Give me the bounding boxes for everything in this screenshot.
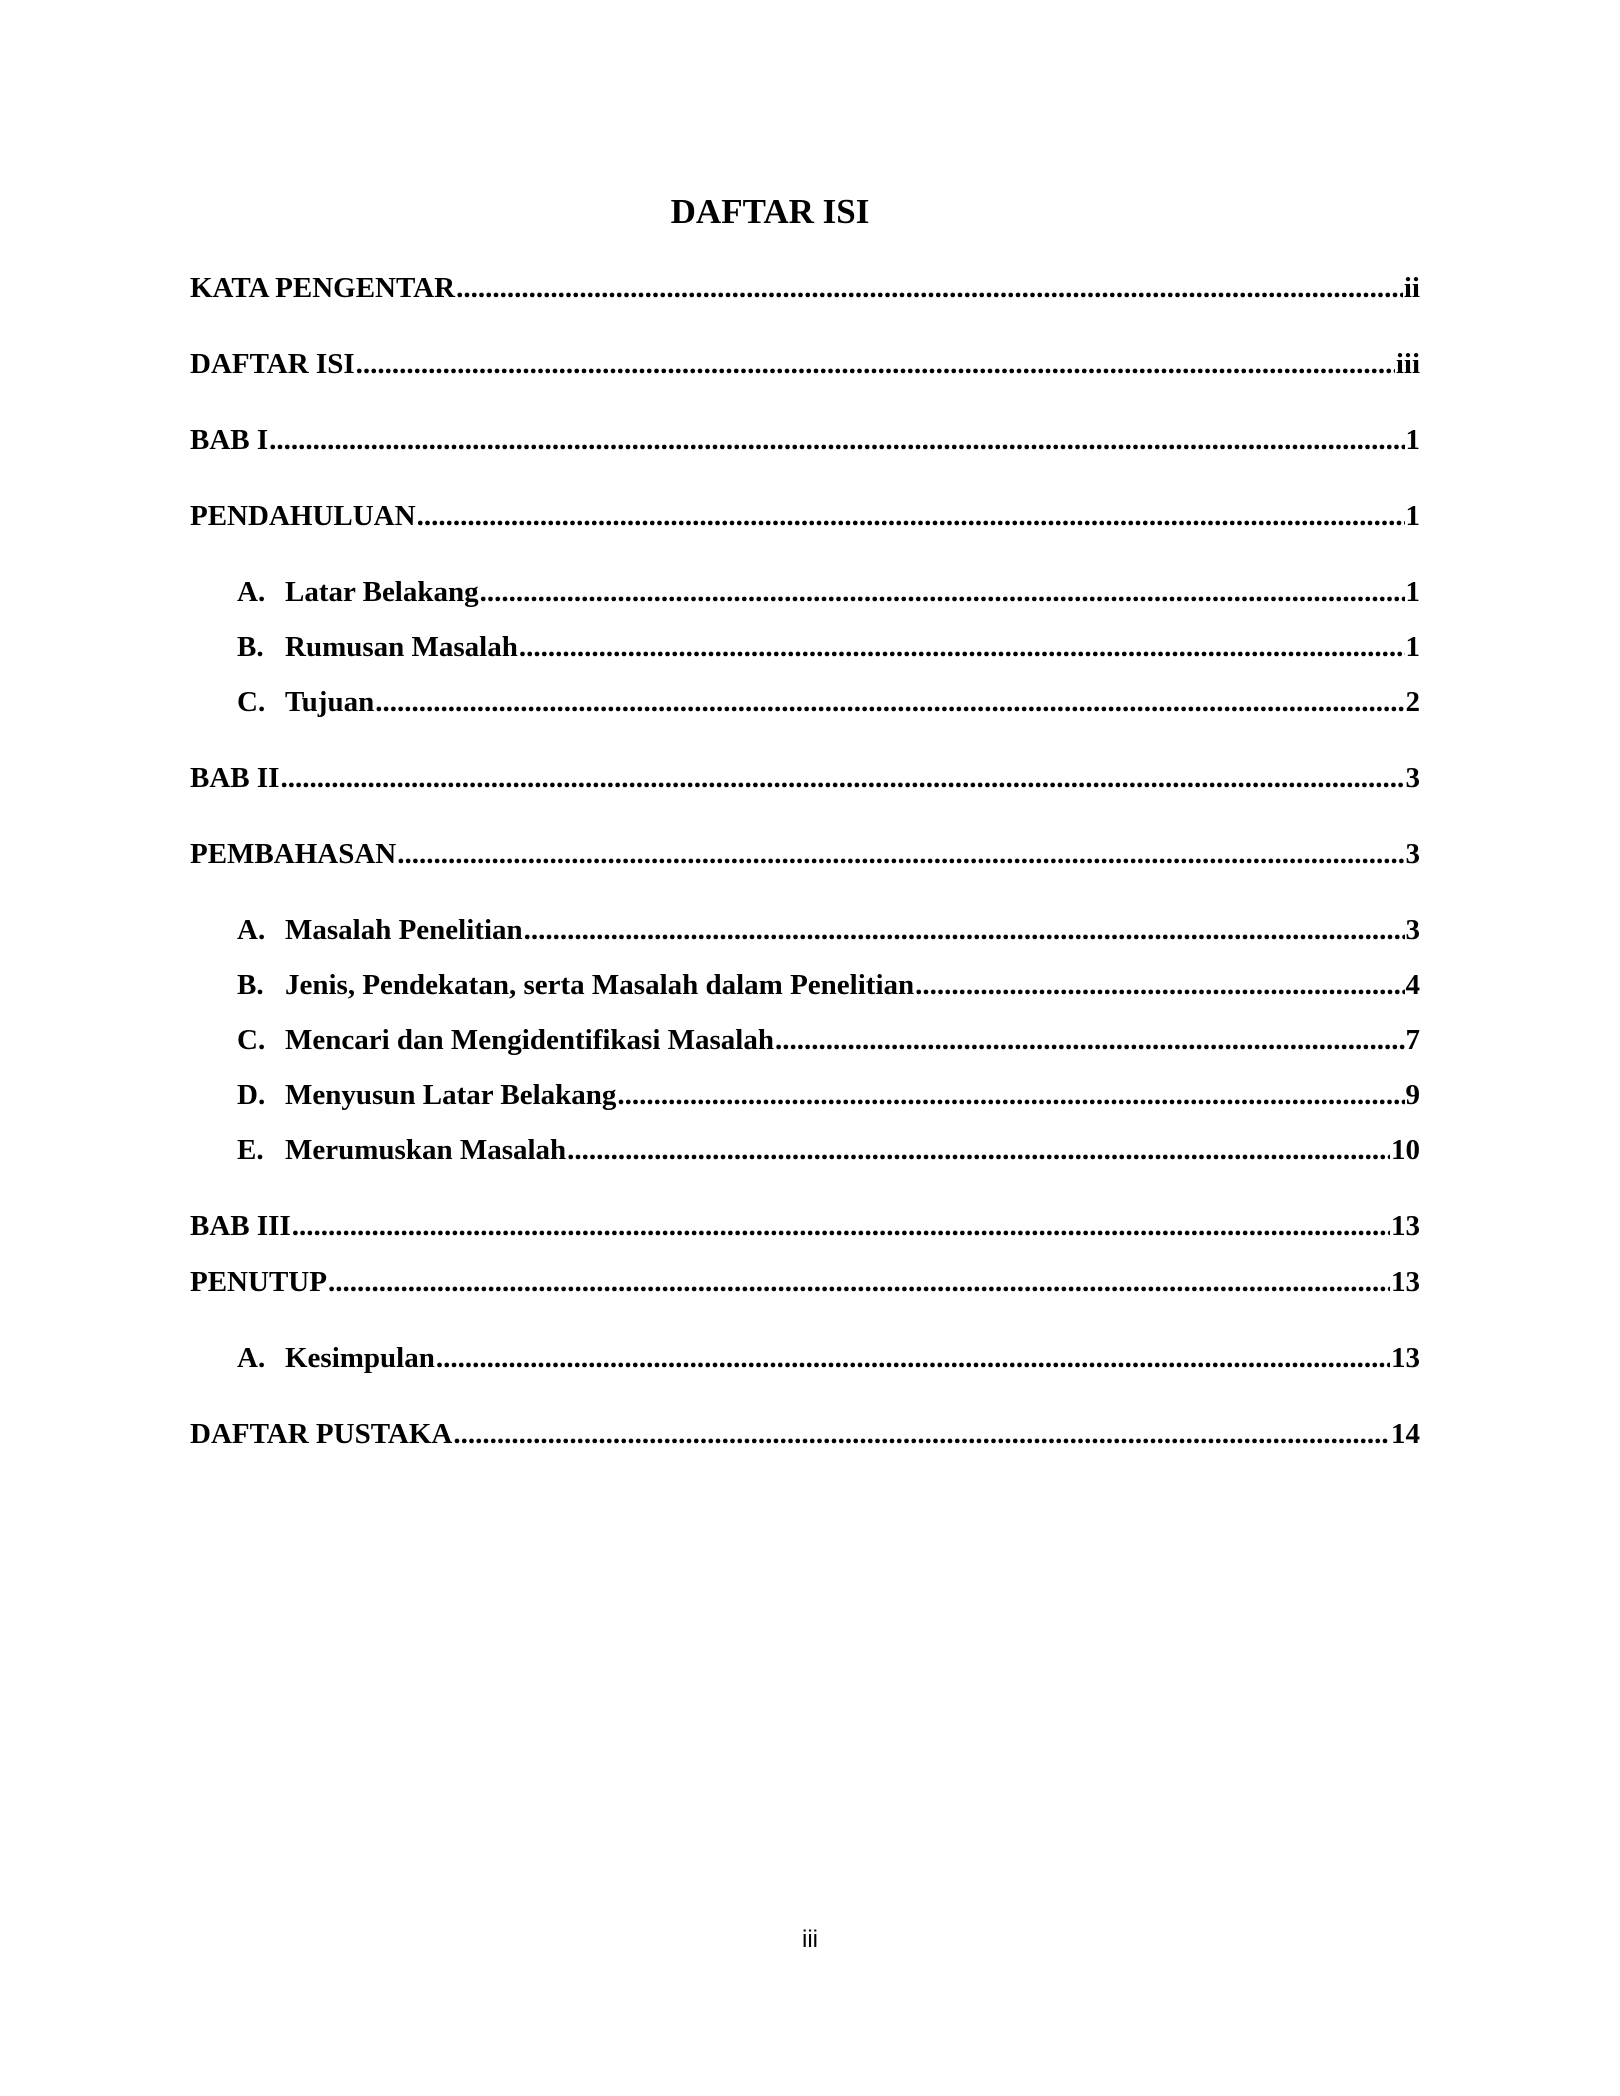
toc-leader-dots: [269, 422, 1404, 458]
toc-entry-pembahasan: [190, 836, 1420, 872]
toc-entry-label: PENDAHULUAN: [190, 500, 416, 532]
toc-subentry-masalah-penelitian: [190, 912, 1420, 948]
toc-entry-letter: E.: [237, 1134, 264, 1166]
toc-entry-label: Menyusun Latar Belakang: [285, 1079, 617, 1111]
toc-entry-label: Rumusan Masalah: [285, 631, 518, 663]
toc-leader-dots: [453, 1416, 1390, 1452]
toc-entry-label: Jenis, Pendekatan, serta Masalah dalam Penelitian: [285, 969, 915, 1001]
toc-entry-pendahuluan: [190, 498, 1420, 534]
toc-leader-dots: [519, 629, 1405, 665]
toc-entry-label: Masalah Penelitian: [285, 914, 523, 946]
toc-subentry-rumusan-masalah: [190, 629, 1420, 665]
toc-entry-label: PENUTUP: [190, 1266, 327, 1298]
toc-entry-label: Merumuskan Masalah: [285, 1134, 567, 1166]
toc-entry-page: 1: [1405, 631, 1420, 663]
toc-entry-page: 4: [1405, 969, 1420, 1001]
toc-leader-dots: [417, 498, 1405, 534]
toc-subentry-merumuskan-masalah: [190, 1132, 1420, 1168]
toc-entry-letter: B.: [237, 969, 264, 1001]
toc-entry-page: 13: [1391, 1210, 1420, 1242]
toc-entry-daftar-isi: [190, 346, 1420, 382]
toc-leader-dots: [567, 1132, 1390, 1168]
toc-leader-dots: [480, 574, 1405, 610]
toc-subentry-tujuan: [190, 684, 1420, 720]
toc-entry-label: PEMBAHASAN: [190, 838, 397, 870]
toc-entry-page: 3: [1405, 838, 1420, 870]
toc-leader-dots: [436, 1340, 1390, 1376]
toc-leader-dots: [356, 346, 1395, 382]
toc-entry-label: KATA PENGENTAR: [190, 272, 456, 304]
toc-entry-bab-2: [190, 760, 1420, 796]
toc-entry-page: 3: [1405, 914, 1420, 946]
toc-subentry-mencari-masalah: [190, 1022, 1420, 1058]
toc-entry-kata-pengantar: [190, 270, 1420, 306]
toc-entry-page: 1: [1405, 576, 1420, 608]
toc-leader-dots: [397, 836, 1404, 872]
toc-entry-label: Kesimpulan: [285, 1342, 435, 1374]
toc-entry-label: BAB II: [190, 762, 280, 794]
toc-leader-dots: [328, 1264, 1390, 1300]
toc-entry-page: 1: [1405, 424, 1420, 456]
toc-entry-bab-3: [190, 1208, 1420, 1244]
toc-entry-page: 13: [1391, 1342, 1420, 1374]
table-of-contents: [190, 270, 1420, 1452]
toc-entry-label: BAB III: [190, 1210, 291, 1242]
toc-subentry-jenis-pendekatan: [190, 967, 1420, 1003]
page-title: DAFTAR ISI: [670, 192, 870, 231]
toc-leader-dots: [524, 912, 1405, 948]
toc-entry-page: 3: [1405, 762, 1420, 794]
toc-entry-label: Mencari dan Mengidentifikasi Masalah: [285, 1024, 774, 1056]
toc-entry-letter: D.: [237, 1079, 266, 1111]
toc-entry-bab-1: [190, 422, 1420, 458]
toc-entry-page: ii: [1403, 272, 1420, 304]
toc-leader-dots: [915, 967, 1404, 1003]
toc-leader-dots: [617, 1077, 1404, 1113]
toc-entry-daftar-pustaka: [190, 1416, 1420, 1452]
toc-entry-label: DAFTAR ISI: [190, 348, 355, 380]
toc-entry-label: BAB I: [190, 424, 269, 456]
toc-subentry-latar-belakang: [190, 574, 1420, 610]
toc-subentry-kesimpulan: [190, 1340, 1420, 1376]
toc-leader-dots: [775, 1022, 1405, 1058]
toc-entry-page: 2: [1405, 686, 1420, 718]
toc-entry-label: Tujuan: [285, 686, 375, 718]
toc-entry-label: Latar Belakang: [285, 576, 479, 608]
toc-entry-page: 7: [1405, 1024, 1420, 1056]
toc-entry-label: DAFTAR PUSTAKA: [190, 1418, 453, 1450]
toc-entry-letter: A.: [237, 1342, 266, 1374]
toc-entry-page: 13: [1391, 1266, 1420, 1298]
toc-entry-page: iii: [1395, 348, 1420, 380]
toc-subentry-menyusun-latar-belakang: [190, 1077, 1420, 1113]
toc-leader-dots: [456, 270, 1403, 306]
toc-entry-letter: A.: [237, 576, 266, 608]
toc-entry-page: 1: [1405, 500, 1420, 532]
toc-entry-page: 9: [1405, 1079, 1420, 1111]
toc-entry-letter: C.: [237, 686, 266, 718]
toc-leader-dots: [375, 684, 1404, 720]
toc-entry-letter: A.: [237, 914, 266, 946]
toc-entry-penutup: [190, 1264, 1420, 1300]
page-number: iii: [802, 1926, 818, 1953]
toc-entry-letter: C.: [237, 1024, 266, 1056]
toc-leader-dots: [280, 760, 1404, 796]
toc-leader-dots: [292, 1208, 1390, 1244]
toc-entry-letter: B.: [237, 631, 264, 663]
toc-entry-page: 10: [1391, 1134, 1420, 1166]
toc-entry-page: 14: [1391, 1418, 1420, 1450]
